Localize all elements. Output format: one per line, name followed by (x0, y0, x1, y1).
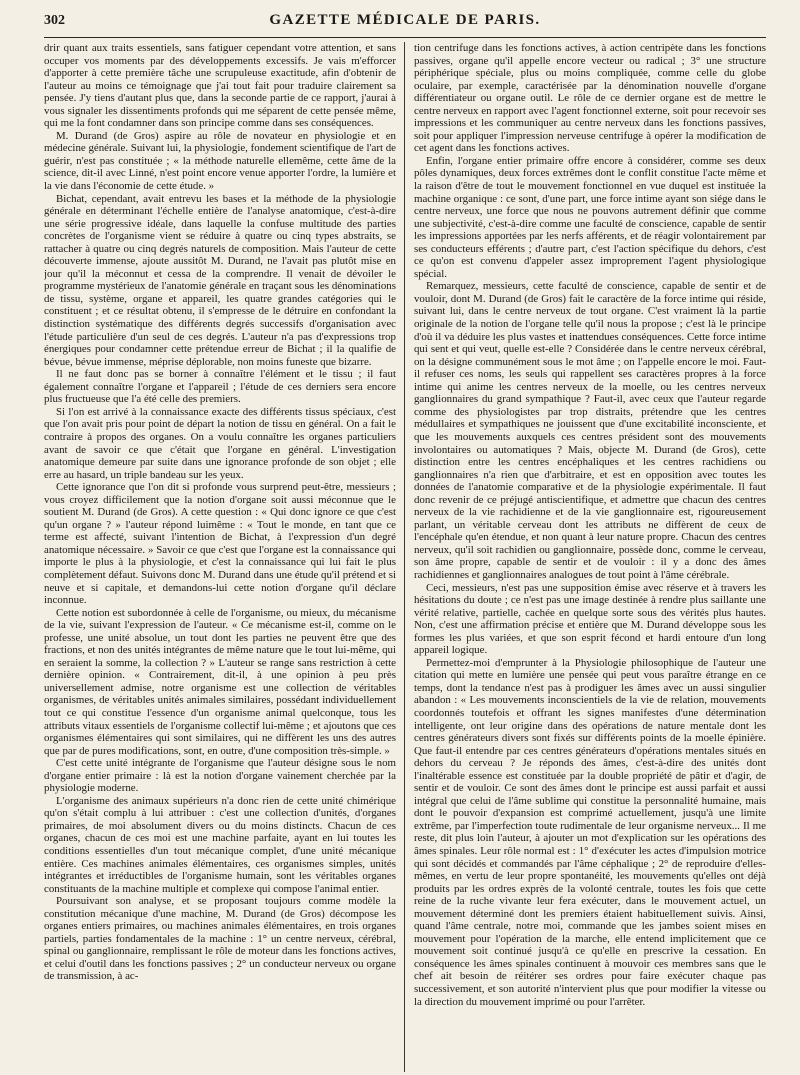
page-header (44, 12, 766, 38)
right-column (412, 42, 766, 1072)
two-column-body (44, 42, 766, 1072)
paragraph: tion centrifuge dans les fonctions actives, à action centripète dans les fonctions passives, organe qu'il appelle encore vecteur ou radical ; 3° une structure périphérique spéciale, plus ou moins compliquée, comme celle du globe oculaire, par exemple, caractérisée par la dénomination nouvelle d'organe différentiateur ou organe outil. Le rôle de ce dernier organe est de mettre le centre nerveux en rapport avec l'agent fonctionnel externe, soit pour recevoir ses impressions et les communiquer au centre nerveux dans les fonctions passives, soit pour appliquer l'impression nerveuse centrifuge à opérer la modification de cet agent dans les fonctions actives. (413, 42, 766, 155)
paragraph: drir quant aux traits essentiels, sans fatiguer cependant votre attention, et sans occuper vos moments par des développements excessifs. Je vais m'efforcer d'apporter à cette première tâche une scrupuleuse exactitude, afin d'obtenir de l'auteur au moins ce témoignage que j'ai tout fait pour traduire clairement sa pensée. J'y tiens d'autant plus que, dans la seconde partie de ce rapport, j'aurai à vous signaler les dissentiments profonds qui me séparent de cette pensée même, qui me la font condamner dans son principe comme dans ses conséquences. (44, 42, 396, 130)
column-divider (404, 42, 405, 1072)
paragraph: Bichat, cependant, avait entrevu les bases et la méthode de la physiologie générale en déterminant l'échelle entière de l'analyse anatomique, c'est-à-dire une série progressive idéale, dans laquelle la confuse multitude des parties concrètes de l'organisme vient se réduire à quatre ou cinq types abstraits, se rattacher à quatre ou cinq degrés naturels de composition. Mais l'auteur de cette découverte immense, ajoute aussitôt M. Durand, ne l'avait pas plutôt mise en jour qu'il la méconnut et cessa de la comprendre. Il venait de dévoiler le programme mystérieux de l'anatomie générale en traçant sous les dénominations de tissu, système, organe et appareil, les quatre grandes catégories qui le constituent ; et ce résultat obtenu, il s'empresse de le détruire en confondant la distinction systématique des différents degrés successifs d'organisation avec l'étude particulière d'un seul de ces degrés. L'auteur n'a pas d'expressions trop énergiques pour condamner cette prétendue erreur de Bichat ; il la qualifie de bévue, bévue immense, méprise déplorable, non moins funeste que bizarre. (44, 192, 396, 368)
paragraph: Poursuivant son analyse, et se proposant toujours comme modèle la constitution mécanique d'une machine, M. Durand (de Gros) décompose les organes entiers primaires, ou machines animales élémentaires, en trois organes partiels, parties fondamentales de la machine : 1° un centre nerveux, cérébral, spinal ou ganglionnaire, remplissant le rôle de moteur dans les fonctions actives, et celui d'outil dans les fonctions passives ; 2° un conducteur nerveux ou organe de transmission, à ac- (44, 895, 396, 983)
paragraph: Ceci, messieurs, n'est pas une supposition émise avec réserve et à travers les hésitations du doute ; ce n'est pas une image destinée à rendre plus saillante une vérité relative, partielle, cachée en quelque sorte sous des vérités plus hautes. Non, c'est une affirmation précise et entière que M. Durand développe sous les formes les plus variées, et que son esprit fécond et hardi entoure d'un long appareil logique. (413, 581, 766, 657)
paragraph: L'organisme des animaux supérieurs n'a donc rien de cette unité chimérique qu'on s'était complu à lui attribuer : c'est une collection d'unités, d'organes primaires, de moi absolument divers ou du moins distincts. Chacun de ces organes, chacun de ces moi est une machine parfaite, ayant en lui toutes les conditions essentielles d'un tout mécanique complet, d'une unité mécanique entière. Ces machines animales élémentaires, ces organismes simples, unités intégrantes et irréductibles de l'organisme humain, sont les véritables organes constituants de la machine multiple et complexe qui compose l'animal entier. (44, 794, 396, 895)
paragraph: Si l'on est arrivé à la connaissance exacte des différents tissus spéciaux, c'est que l'on avait pris pour point de départ la notion de tissu en général. On a fait le contraire à propos des organes. On a voulu connaître les organes particuliers avant de savoir ce que c'était que l'organe en général. L'investigation anatomique demeure par suite dans une ignorance profonde de son objet ; elle erre au hasard, un triple bandeau sur les yeux. (44, 405, 396, 481)
paragraph: Cette notion est subordonnée à celle de l'organisme, ou mieux, du mécanisme de la vie, suivant l'expression de l'auteur. « Ce mécanisme est-il, comme on le professe, une unité absolue, un tout dont les parties ne peuvent être que des fractions, et non des unités intégrantes de même nature que le tout lui-même, qui en seraient la somme, la collection ? » L'auteur se range sans restriction à cette dernière opinion. « Contrairement, dit-il, à une opinion à peu près universellement admise, notre organisme est une collection de véritables organismes, de véritables unités animales similaires, possédant individuellement tout ce qui constitue l'essence d'un organisme animal quelconque, tous les attributs vitaux essentiels de l'organisme collectif lui-même ; et ajoutons que ces organismes élémentaires qui sont similaires, qui ne diffèrent les uns des autres que par de pures modifications, sont, en outre, d'une composition très-simple. » (44, 606, 396, 757)
page-number: 302 (44, 13, 65, 28)
paragraph: C'est cette unité intégrante de l'organisme que l'auteur désigne sous le nom d'organe entier primaire : là est la notion d'organe vainement cherchée par la physiologie moderne. (44, 757, 396, 795)
left-column (44, 42, 404, 1072)
paragraph: Remarquez, messieurs, cette faculté de conscience, capable de sentir et de vouloir, dont M. Durand (de Gros) fait le caractère de la force intime qui réside, suivant lui, dans le centre nerveux de tout organe. C'est vraiment là la partie originale de la notion de l'organe telle qu'il nous la propose ; c'est là le principe d'où il va déduire les plus vastes et inattendues conséquences. Cette force intime qui sent et qui veut, quelle est-elle ? Considérée dans le centre nerveux cérébral, on la désigne communément sous le mot âme ; on l'appelle encore le moi. Faut-il refuser ces noms, les seuls qui rappellent ses caractères propres à la force intime qui anime les centres nerveux de la moelle, ou les centres nerveux ganglionnaires du grand sympathique ? Faut-il, avec ceux que l'auteur regarde comme des physiologistes par trop distraits, prétendre que les centres médullaires et sympathiques ne jouissent que d'une excitabilité inconsciente, et que les mouvements auxquels ces centres président sont des mouvements involontaires ou automatiques ? Mais, objecte M. Durand (de Gros), cette distinction entre les centres encéphaliques et les centres rachidiens ou ganglionnaires n'a rien que d'arbitraire, et est en opposition avec toutes les données de l'anatomie comparative et de la physiologie expérimentale. Il faut donc revenir de ce préjugé antiscientifique, et admettre que chacun des centres nerveux de la vie rachidienne et de la vie ganglionnaire est, rigoureusement parlant, un véritable cerveau dont les attributs ne diffèrent de ceux de l'encéphale qu'en étendue, et non quant à leur nature propre. Chacun des centres nerveux, qu'il soit rachidien ou ganglionnaire, possède donc, comme le cerveau, son âme propre, capable de sentir et de vouloir : il y a donc des âmes rachidiennes et ganglionnaires analogues de tout point à l'âme cérébrale. (413, 280, 766, 581)
paragraph: Cette ignorance que l'on dit si profonde vous surprend peut-être, messieurs ; vous croyez difficilement que la notion d'organe soit aussi méconnue que le soutient M. Durand (de Gros). A cette question : « Qui donc ignore ce que c'est qu'un organe ? » l'auteur répond luimême : « Tout le monde, en tant que ce terme est affecté, suivant l'intention de Bichat, à l'expression d'un degré anatomique nécessaire. » Savoir ce que c'est que l'organe est la connaissance qui importe le plus à la physiologie, et c'est la connaissance qui lui fait le plus complètement défaut. Suivons donc M. Durand dans une étude qu'il prétend et si neuve et si capitale, et demandons-lui cette notion d'organe qu'il déclare inconnue. (44, 481, 396, 607)
journal-title: GAZETTE MÉDICALE DE PARIS. (269, 12, 541, 28)
paragraph: Il ne faut donc pas se borner à connaître l'élément et le tissu ; il faut également connaître l'organe et l'appareil ; l'étude de ces derniers sera encore plus fructueuse que l'a été celle des premiers. (44, 368, 396, 406)
paragraph: Enfin, l'organe entier primaire offre encore à considérer, comme ses deux pôles dynamiques, deux forces extrêmes dont le conflit constitue l'acte même et la raison d'être de tout le mouvement fonctionnel en vue duquel est instituée la machine organique : ce sont, d'une part, une force intime ayant son siége dans le centre nerveux, une force que nous ne pouvons autrement définir que comme une subjectivité, c'est-à-dire comme une faculté de conscience, capable de sentir les impressions apportées par les nerfs afférents, et de réagir volontairement par ses conducteurs efférents ; d'autre part, c'est l'action spécifique du dehors, c'est ce qu'on est convenu d'appeler assez improprement l'agent physiologique spécial. (413, 154, 766, 280)
paragraph: Permettez-moi d'emprunter à la Physiologie philosophique de l'auteur une citation qui mette en lumière une pensée qui peut vous paraître étrange en ce temps, dont la tendance n'est pas à prodiguer les âmes avec un aussi singulier abandon : « Les mouvements inconscientiels de la vie de relation, mouvements coordonnés toutefois et offrant les signes manifestes d'une détermination intelligente, ont leur origine dans des opérations de nature mentale dont les centres générateurs divers sont fixés sur différents points de la moelle épinière. Que faut-il entendre par ces centres générateurs d'opérations mentales situés en dehors du cerveau ? Je réponds des âmes, c'est-à-dire des unités dont l'inaltérable essence est constituée par la double propriété de pâtir et d'agir, de sentir et de vouloir. Ce sont des âmes dont le principe est aussi parfait et aussi intégral que celui de l'âme sublime qui constitue la personnalité humaine, mais dont le pouvoir d'expansion est comprimé actuellement, jusqu'à une limite extrême, par l'imperfection toute rudimentale de leur organisme nerveux... Il me reste, dit plus loin l'auteur, à ajouter un mot d'explication sur les opérations des âmes spinales. Leur rôle normal est : 1° d'exécuter les actes d'impulsion motrice qui sont décidés et commandés par l'âme céphalique ; 2° de reproduire d'elles-mêmes, en vertu de leur propre spontanéité, les mouvements qu'elles ont déjà produits par les ordres exprès de la volonté centrale, toutes les fois que cette reine de la ruche vivante leur fera exécuter, dans le mouvement actuel, un mouvement déterminé dont les premiers étaient habituellement suivis. Ainsi, quand l'âme centrale, notre moi, commande que les jambes soient mises en mouvement pour l'opération de la marche, elle entend implicitement que ce mouvement soit continué jusqu'à ce qu'elle en prescrive la cessation. En conséquence les âmes spinales continuent à mouvoir ces membres sans que le chef ait besoin de réitérer ses ordres pour faire exécuter chaque pas successivement, et son autorité n'intervient plus que pour modifier la vitesse ou la direction du mouvement imprimé ou pour l'arrêter. (413, 656, 766, 1008)
paragraph: M. Durand (de Gros) aspire au rôle de novateur en physiologie et en médecine générale. Suivant lui, la physiologie, fondement scientifique de l'art de guérir, n'est pas constituée ; « la méthode naturelle ellemême, cette âme de la science, dit-il avec Linné, n'est point encore venue apporter l'ordre, la lumière et la vie dans l'économie de cette étude. » (44, 129, 396, 193)
